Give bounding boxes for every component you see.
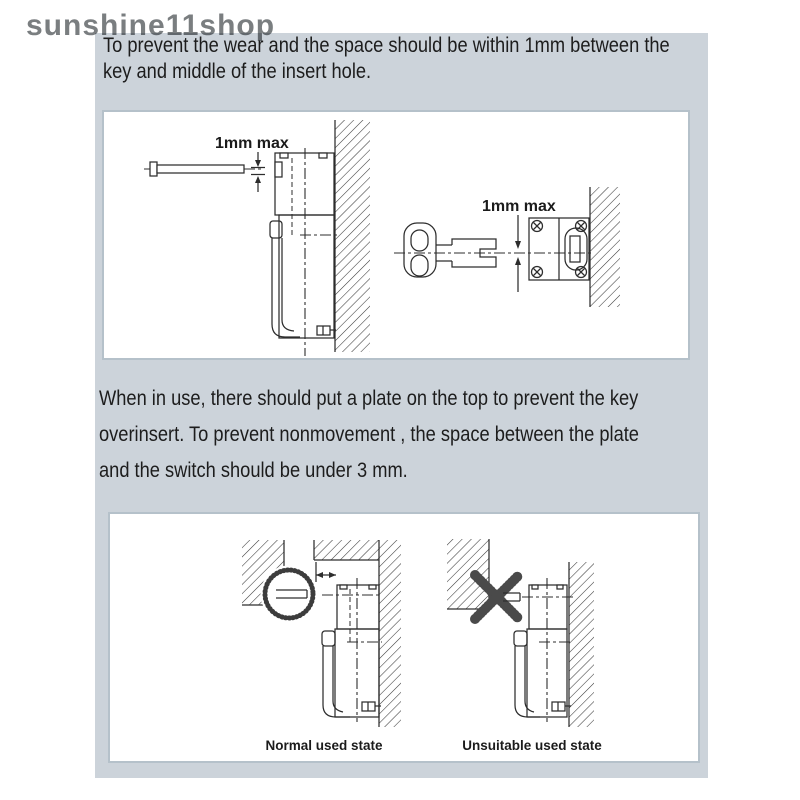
limit-switch-side-view (270, 148, 337, 356)
stopper-plate (261, 566, 318, 623)
corner-screw (532, 221, 543, 232)
limit-switch (322, 578, 382, 722)
hatched-wall (569, 562, 594, 727)
mounting-screw (317, 326, 336, 335)
figure-alignment-diagram (102, 110, 690, 360)
usage-states-svg (110, 514, 698, 761)
figure-usage-states (108, 512, 700, 763)
key-rod (144, 162, 264, 176)
caption-normal-state: Normal used state (265, 738, 383, 753)
hatched-wall (335, 120, 370, 352)
alignment-diagram-svg (104, 112, 688, 358)
switch-head-front-view (529, 218, 589, 280)
unsuitable-state-diagram (447, 539, 602, 753)
mounting-screw (362, 702, 381, 711)
dimension-label: 1mm max (215, 135, 289, 152)
instruction-text-bottom (99, 381, 639, 489)
front-view-diagram (394, 187, 620, 307)
dimension-1mm-right (482, 198, 556, 292)
side-view-diagram (144, 120, 370, 356)
dimension-label: 1mm max (482, 198, 556, 215)
corner-screw (532, 267, 543, 278)
gap-dimension (316, 562, 336, 582)
hatched-machine-edge (447, 539, 489, 609)
instruction-line: key and middle of the insert hole. (103, 60, 372, 83)
hatched-top-plate (314, 540, 379, 560)
hatched-wall (590, 187, 620, 307)
mounting-screw (552, 702, 571, 711)
limit-switch (514, 578, 572, 722)
instruction-line: overinsert. To prevent nonmovement , the space between the plate (99, 423, 639, 446)
shop-watermark: sunshine11shop (26, 9, 276, 42)
instruction-line: and the switch should be under 3 mm. (99, 459, 408, 482)
normal-state-diagram (242, 540, 401, 753)
actuator-key (404, 223, 496, 277)
instruction-line: To prevent the wear and the space should be within 1mm between the (103, 34, 670, 57)
caption-unsuitable-state: Unsuitable used state (462, 738, 602, 753)
hatched-wall (379, 540, 401, 727)
instruction-line: When in use, there should put a plate on the top to prevent the key (99, 387, 639, 410)
